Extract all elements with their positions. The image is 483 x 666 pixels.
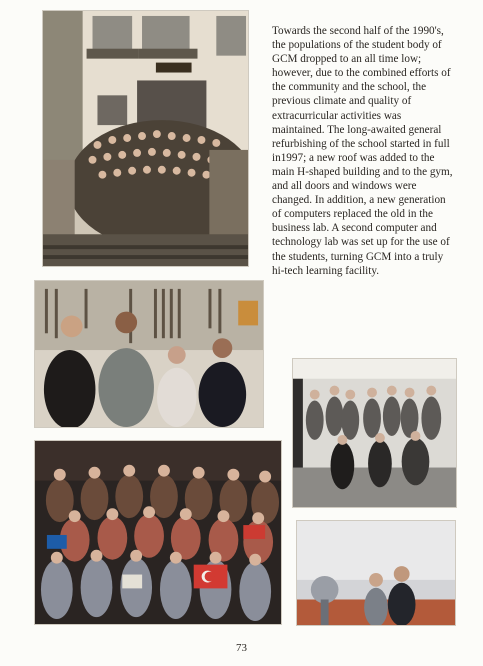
photo-workshop-image <box>35 281 263 427</box>
article-body-text: Towards the second half of the 1990's, the populations of the student body of GCM dropped to an all time low; however, due to the combined efforts of the community and the school, the previous climate and quality of extracurricular activities was maintained. The long-awaited general refurbishing of the school started in full in1997; a new roof was added to the main H-shaped building and to the gym, and all doors and windows were changed. In addition, a new generation of computers replaced the old in the business lab. A second computer and technology lab was set up for the use of the students, turning GCM into a truly hi-tech learning facility. <box>272 25 453 277</box>
photo-lab-image <box>297 521 455 625</box>
photo-steps-image <box>43 11 248 266</box>
photo-students-with-flags <box>34 440 282 625</box>
photo-group-image <box>293 359 456 507</box>
photo-two-students-lab <box>296 520 456 626</box>
photo-students-on-steps <box>42 10 249 267</box>
photo-students-in-workshop <box>34 280 264 428</box>
photo-flags-image <box>35 441 281 624</box>
page-number: 73 <box>236 642 247 654</box>
photo-students-group-room <box>292 358 457 508</box>
